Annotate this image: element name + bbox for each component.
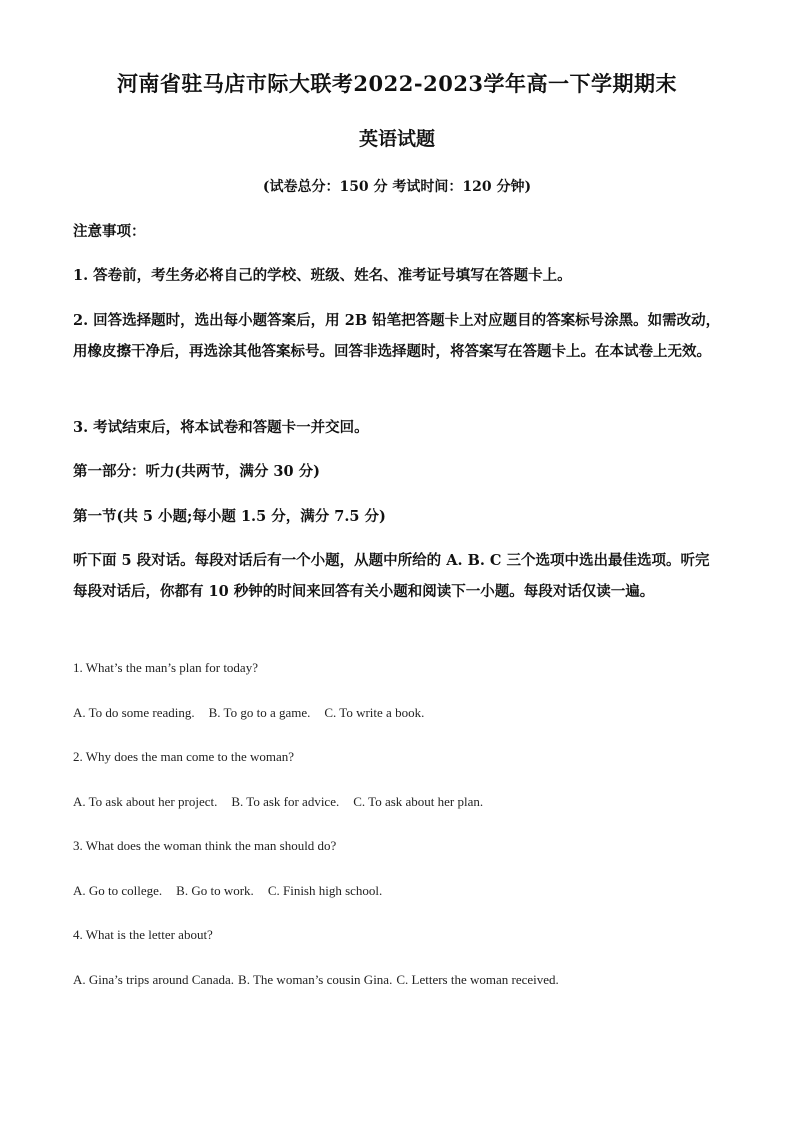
notice-item-2: 2. 回答选择题时，选出每小题答案后，用 2B 铅笔把答题卡上对应题目的答案标号涂黑。如需改动，用橡皮擦干净后，再选涂其他答案标号。回答非选择题时，将答案写在答题卡上。在本试卷上无效。 bbox=[73, 312, 721, 360]
listening-instructions: 听下面 5 段对话。每段对话后有一个小题，从题中所给的 A. B. C 三个选项中选出最佳选项。听完每段对话后，你都有 10 秒钟的时间来回答有关小题和阅读下一小题。每段对话仅读一遍。 bbox=[73, 552, 710, 600]
question-3-options bbox=[73, 882, 723, 900]
option-a: A. To ask about her project. bbox=[73, 794, 218, 809]
question-1-stem: 1. What’s the man’s plan for today? bbox=[73, 660, 258, 675]
question-4-options bbox=[73, 971, 723, 989]
option-c: C. To ask about her plan. bbox=[353, 794, 484, 809]
question-1-options bbox=[73, 704, 723, 722]
option-a: A. Gina’s trips around Canada. bbox=[73, 972, 235, 987]
option-a: A. Go to college. bbox=[73, 883, 163, 898]
option-b: B. To go to a game. bbox=[208, 705, 311, 720]
option-c: C. To write a book. bbox=[324, 705, 425, 720]
option-a: A. To do some reading. bbox=[73, 705, 195, 720]
notice-item-1: 1. 答卷前，考生务必将自己的学校、班级、姓名、准考证号填写在答题卡上。 bbox=[73, 267, 572, 284]
notice-heading: 注意事项： bbox=[73, 223, 146, 240]
exam-title: 河南省驻马店市际大联考2022-2023学年高一下学期期末 bbox=[116, 71, 678, 96]
option-b: B. To ask for advice. bbox=[231, 794, 340, 809]
option-b: B. Go to work. bbox=[176, 883, 254, 898]
subject-title: 英语试题 bbox=[358, 128, 435, 150]
notice-item-3: 3. 考试结束后，将本试卷和答题卡一并交回。 bbox=[73, 419, 369, 436]
exam-info: (试卷总分：150 分 考试时间：120 分钟) bbox=[262, 179, 532, 195]
part1-heading: 第一部分：听力(共两节，满分 30 分) bbox=[73, 463, 320, 480]
question-2-options bbox=[73, 793, 723, 811]
section1-heading: 第一节(共 5 小题;每小题 1.5 分，满分 7.5 分) bbox=[73, 508, 386, 525]
option-b: B. The woman’s cousin Gina. bbox=[238, 972, 393, 987]
question-2-stem: 2. Why does the man come to the woman? bbox=[73, 749, 295, 764]
question-3-stem: 3. What does the woman think the man should do? bbox=[73, 838, 337, 853]
question-4-stem: 4. What is the letter about? bbox=[73, 927, 213, 942]
option-c: C. Letters the woman received. bbox=[396, 972, 559, 987]
option-c: C. Finish high school. bbox=[267, 883, 383, 898]
